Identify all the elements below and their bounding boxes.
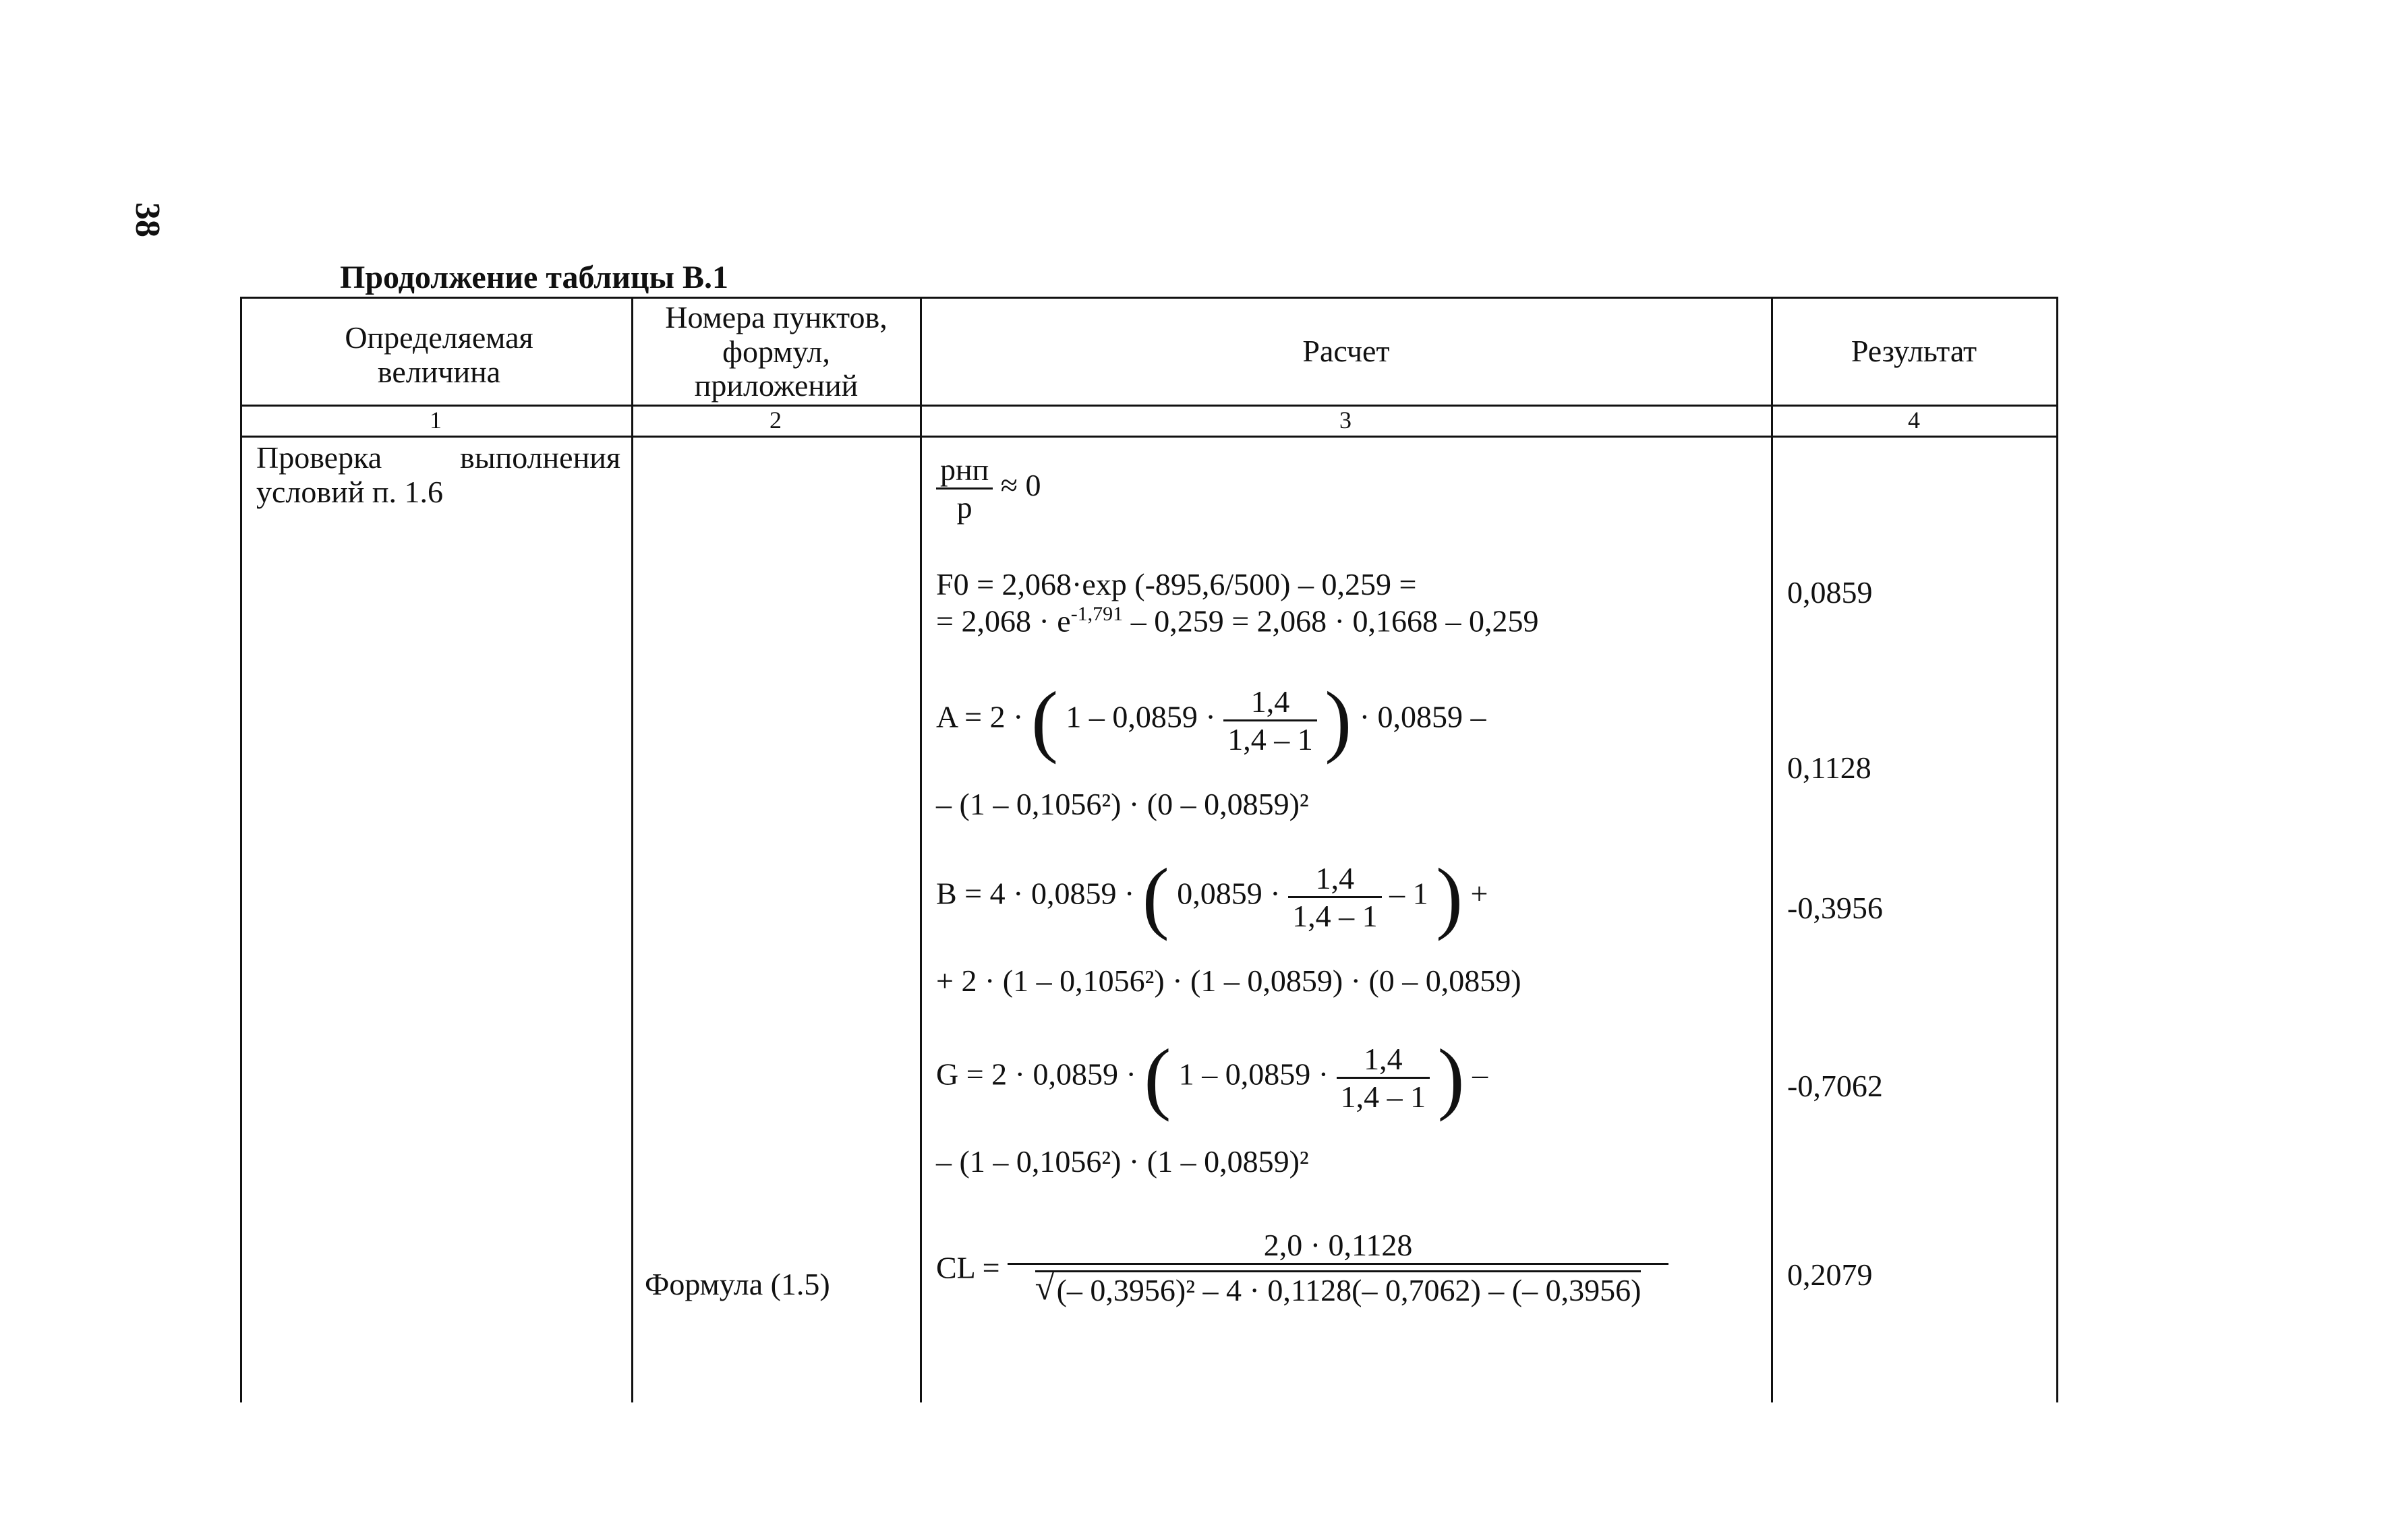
a-prefix: A = 2 · [936, 699, 1024, 734]
result-cl: 0,2079 [1787, 1257, 1873, 1292]
f0-line2-end: – 0,259 = 2,068 · 0,1668 – 0,259 [1123, 603, 1539, 639]
col-border-3-4 [1771, 297, 1773, 1402]
b-suffix: + [1470, 876, 1488, 911]
col-number-4: 4 [1908, 407, 1920, 434]
b-formula-line1 [936, 852, 1488, 941]
b-right-paren: ) [1436, 852, 1463, 941]
a-numerator: 1,4 [1250, 684, 1290, 719]
cl-sqrt [1035, 1270, 1642, 1308]
g-denominator: 1,4 – 1 [1337, 1077, 1430, 1115]
cl-fraction [1008, 1227, 1668, 1308]
reference-cell: Формула (1.5) [645, 1267, 830, 1301]
result-b: -0,3956 [1787, 891, 1883, 925]
f0-line2-start: = 2,068 · e [936, 603, 1071, 639]
result-f0: 0,0859 [1787, 575, 1873, 610]
g-formula-line2: – (1 – 0,1056²) · (1 – 0,0859)² [936, 1144, 1309, 1179]
col-border-2-3 [920, 297, 922, 1402]
sqrt-symbol: √ [1035, 1269, 1055, 1307]
a-formula-line1 [936, 675, 1486, 765]
g-prefix: G = 2 · 0,0859 · [936, 1057, 1136, 1092]
b-left-paren: ( [1142, 852, 1169, 941]
g-numerator: 1,4 [1364, 1041, 1403, 1076]
calculation-table [240, 297, 2058, 1402]
f0-formula-line1: F0 = 2,068·exp (-895,6/500) – 0,259 = [936, 567, 1417, 601]
a-inner: 1 – 0,0859 · [1066, 699, 1216, 734]
b-numerator: 1,4 [1315, 860, 1355, 895]
header-quantity: Определяемая величина [345, 320, 533, 389]
page-number: 38 [128, 202, 167, 237]
a-right-paren: ) [1325, 675, 1352, 765]
a-denominator: 1,4 – 1 [1223, 719, 1317, 757]
header-bottom-border [240, 405, 2058, 407]
g-left-paren: ( [1144, 1032, 1171, 1122]
col-number-3: 3 [1339, 407, 1352, 434]
table-caption: Продолжение таблицы В.1 [340, 260, 729, 295]
result-g: -0,7062 [1787, 1069, 1883, 1103]
condition-formula [936, 452, 1041, 525]
cl-numerator: 2,0 · 0,1128 [1263, 1228, 1413, 1262]
cl-formula [936, 1227, 1668, 1308]
pressure-ratio-fraction [936, 452, 993, 525]
cl-denominator: (– 0,3956)² – 4 · 0,1128(– 0,7062) – (– 0,3956) [1056, 1273, 1642, 1307]
g-fraction [1337, 1041, 1430, 1115]
pressure-ratio-numerator: pнп [940, 452, 989, 487]
b-prefix: B = 4 · 0,0859 · [936, 876, 1135, 911]
numbering-bottom-border [240, 436, 2058, 438]
f0-exponent: -1,791 [1070, 603, 1124, 625]
col-border-right [2056, 297, 2058, 1402]
a-left-paren: ( [1030, 675, 1058, 765]
cl-prefix: CL = [936, 1250, 1000, 1285]
col-border-left [240, 297, 242, 1402]
header-reference: Номера пунктов, формул, приложений [665, 300, 888, 403]
b-formula-line2: + 2 · (1 – 0,1056²) · (1 – 0,0859) · (0 – 0,0859) [936, 964, 1521, 998]
col-number-2: 2 [769, 407, 782, 434]
cl-denominator-wrap [1008, 1263, 1668, 1308]
g-inner: 1 – 0,0859 · [1178, 1057, 1329, 1092]
g-right-paren: ) [1437, 1032, 1465, 1122]
g-suffix: – [1472, 1057, 1488, 1092]
result-a: 0,1128 [1787, 750, 1871, 785]
f0-formula-line2 [936, 603, 1538, 639]
a-suffix: · 0,0859 – [1359, 699, 1486, 734]
a-fraction [1223, 684, 1317, 757]
pressure-ratio-denominator: p [936, 487, 993, 525]
table-top-border [240, 297, 2058, 299]
b-denominator: 1,4 – 1 [1288, 896, 1382, 934]
b-inner: 0,0859 · [1177, 876, 1281, 911]
g-formula-line1 [936, 1032, 1488, 1122]
a-formula-line2: – (1 – 0,1056²) · (0 – 0,0859)² [936, 787, 1309, 821]
header-result: Результат [1851, 334, 1977, 368]
condition-approx: ≈ 0 [1000, 468, 1041, 503]
quantity-cell: Проверка выполнения условий п. 1.6 [256, 440, 620, 509]
col-number-1: 1 [430, 407, 442, 434]
header-calculation: Расчет [1302, 334, 1390, 368]
col-border-1-2 [631, 297, 633, 1402]
b-inner-2: – 1 [1389, 876, 1428, 911]
b-fraction [1288, 860, 1382, 934]
